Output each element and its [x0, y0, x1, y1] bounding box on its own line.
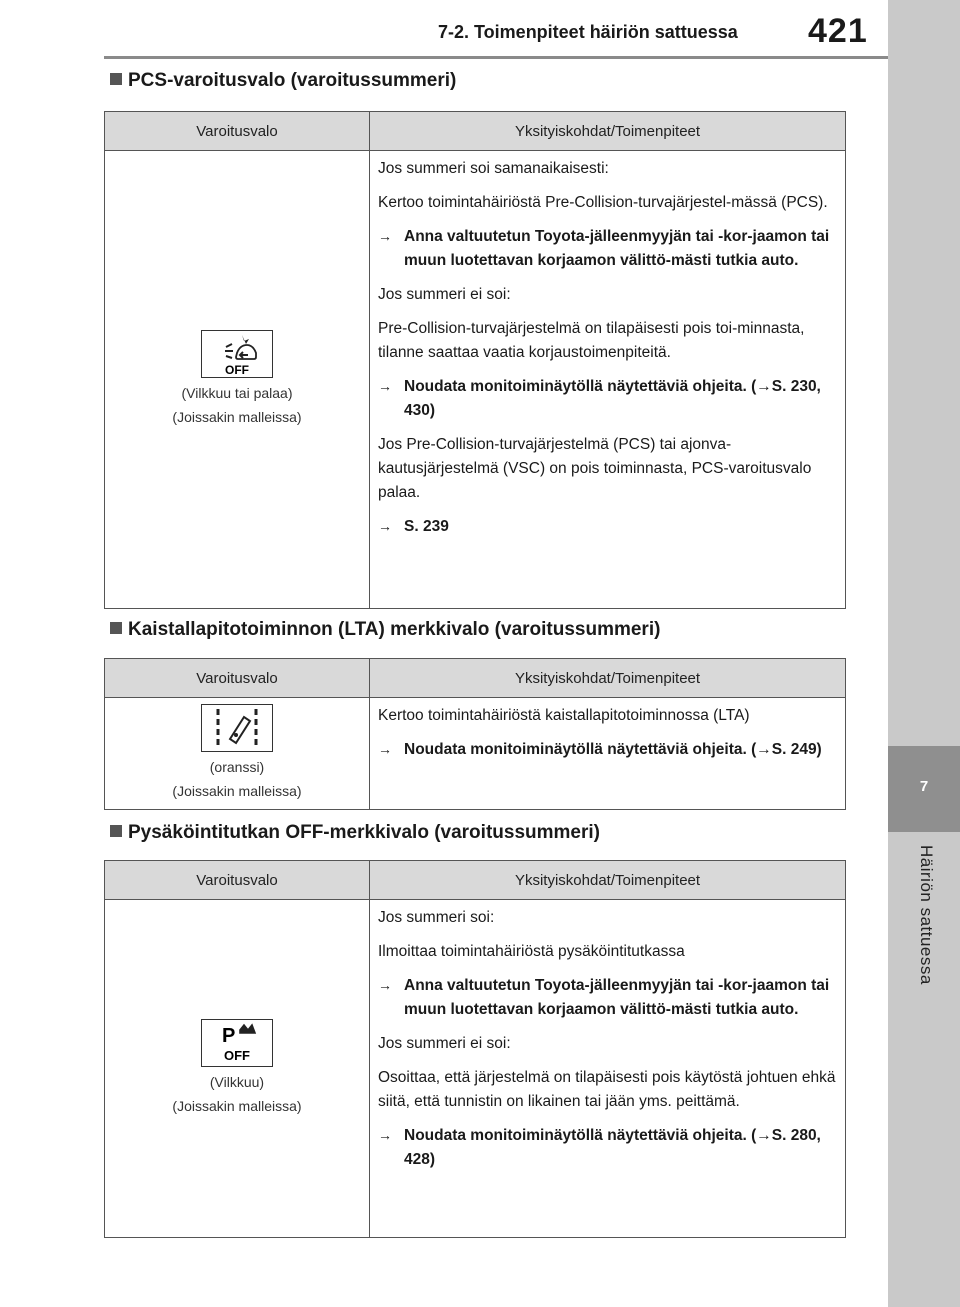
action-text: Anna valtuutetun Toyota-jälleenmyyjän tai -kor-jaamon tai muun luotettavan korjaamon välittö-mästi tutkia auto. [404, 228, 830, 270]
section-title-text: PCS-varoitusvalo (varoitussummeri) [128, 70, 457, 91]
detail-paragraph: Kertoo toimintahäiriöstä kaistallapitotoiminnossa (LTA) [378, 707, 750, 724]
action-text: Noudata monitoiminäytöllä näytettäviä ohjeita. (→S. 249) [404, 741, 822, 759]
action-item [378, 375, 837, 423]
pcs-off-icon [201, 330, 273, 378]
page-number: 421 [808, 12, 868, 50]
details-cell [370, 900, 846, 1238]
section-title-lta [110, 619, 660, 641]
detail-paragraph: Jos Pre-Collision-turvajärjestelmä (PCS) tai ajonva-kautusjärjestelmä (VSC) on pois toiminnasta, PCS-varoitusvalo palaa. [378, 436, 812, 502]
detail-paragraph: Kertoo toimintahäiriöstä Pre-Collision-turvajärjestel-mässä (PCS). [378, 194, 828, 212]
col-header-details: Yksityiskohdat/Toimenpiteet [370, 112, 846, 151]
icon-off-text: OFF [225, 362, 249, 377]
details-cell [370, 151, 846, 609]
lamp-caption-1: (Vilkkuu) [209, 1073, 265, 1090]
action-text: Noudata monitoiminäytöllä näytettäviä ohjeita. (→S. 280, 428) [404, 1127, 821, 1169]
chapter-sidebar [888, 0, 960, 1307]
section-title-text: Kaistallapitotoiminnon (LTA) merkkivalo (varoitussummeri) [128, 619, 661, 640]
square-bullet-icon [110, 622, 122, 634]
lamp-cell [105, 900, 370, 1238]
arrow-right-icon: → [378, 741, 392, 758]
detail-paragraph: Osoittaa, että järjestelmä on tilapäisesti pois käytöstä johtuen ehkä siitä, että tunnistin on likainen tai jään yms. peittämä. [378, 1069, 836, 1111]
detail-paragraph: Ilmoittaa toimintahäiriöstä pysäköintitutkassa [378, 943, 685, 961]
icon-p-text: P [222, 1024, 236, 1047]
col-header-details: Yksityiskohdat/Toimenpiteet [370, 861, 846, 900]
lamp-caption-2: (Joissakin malleissa) [172, 1097, 302, 1114]
action-text: Anna valtuutetun Toyota-jälleenmyyjän tai -kor-jaamon tai muun luotettavan korjaamon välittö-mästi tutkia auto. [404, 977, 830, 1019]
section-header-title: 7-2. Toimenpiteet häiriön sattuessa [438, 22, 738, 42]
arrow-right-icon: → [378, 378, 392, 395]
detail-paragraph: Jos summeri ei soi: [378, 1035, 511, 1053]
col-header-lamp: Varoitusvalo [105, 861, 370, 900]
detail-paragraph: Jos summeri soi samanaikaisesti: [378, 160, 609, 177]
lamp-cell [105, 151, 370, 609]
table-pcs [104, 111, 846, 609]
table-lta [104, 658, 846, 810]
lamp-caption-2: (Joissakin malleissa) [172, 408, 302, 425]
lamp-caption-2: (Joissakin malleissa) [172, 782, 302, 799]
section-title-parking [110, 822, 600, 844]
section-title-text: Pysäköintitutkan OFF-merkkivalo (varoitussummeri) [128, 822, 600, 843]
arrow-right-icon: → [378, 977, 392, 994]
lta-icon [201, 704, 273, 752]
icon-off-text: OFF [224, 1047, 250, 1063]
action-text: Noudata monitoiminäytöllä näytettäviä ohjeita. (→S. 230, 430) [404, 378, 821, 420]
action-item [378, 738, 837, 762]
arrow-right-icon: → [378, 228, 392, 245]
action-item [378, 1124, 837, 1172]
action-item [378, 225, 837, 273]
col-header-lamp: Varoitusvalo [105, 659, 370, 698]
col-header-lamp: Varoitusvalo [105, 112, 370, 151]
arrow-right-icon: → [378, 518, 392, 535]
col-header-details: Yksityiskohdat/Toimenpiteet [370, 659, 846, 698]
action-item [378, 974, 837, 1022]
detail-paragraph: Pre-Collision-turvajärjestelmä on tilapäisesti pois toi-minnasta, tilanne saattaa vaatia korjaustoimenpiteitä. [378, 320, 805, 362]
action-item [378, 515, 837, 539]
lamp-caption-1: (oranssi) [209, 758, 265, 775]
arrow-right-icon: → [378, 1127, 392, 1144]
section-title-pcs [110, 70, 456, 92]
action-text: S. 239 [404, 518, 449, 536]
lamp-caption-1: (Vilkkuu tai palaa) [181, 384, 293, 401]
detail-paragraph: Jos summeri soi: [378, 909, 495, 926]
lamp-cell [105, 698, 370, 810]
parking-sensor-off-icon [201, 1019, 273, 1067]
page-header [0, 0, 888, 57]
chapter-title: Häiriön sattuessa [917, 845, 936, 985]
square-bullet-icon [110, 825, 122, 837]
details-cell [370, 698, 846, 810]
square-bullet-icon [110, 73, 122, 85]
detail-paragraph: Jos summeri ei soi: [378, 286, 511, 304]
table-parking [104, 860, 846, 1238]
header-rule [104, 56, 888, 59]
chapter-number: 7 [919, 778, 929, 795]
